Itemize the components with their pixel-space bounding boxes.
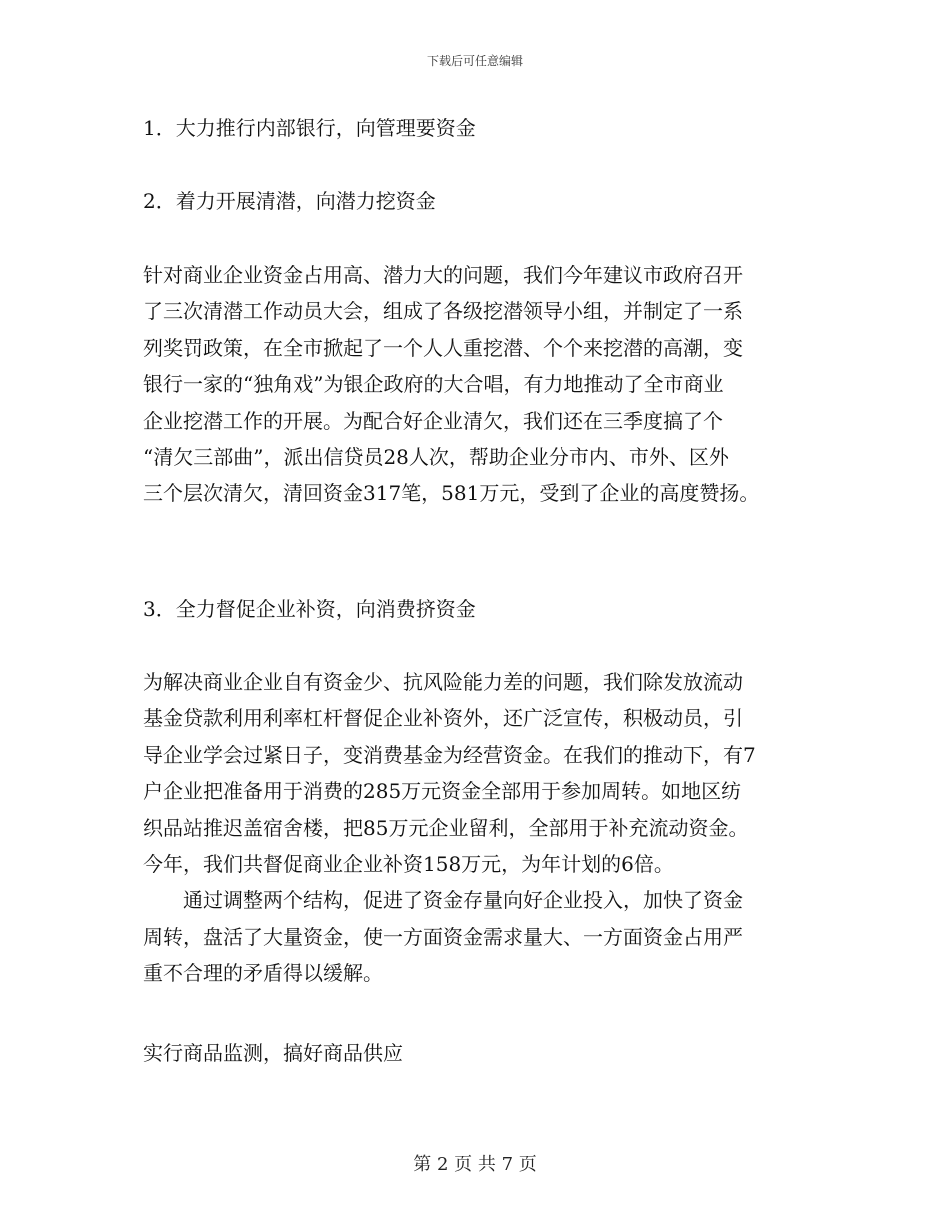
paragraph-line: 周转，盘活了大量资金，使一方面资金需求量大、一方面资金占用严 [143, 924, 743, 949]
paragraph-line: 织品站推迟盖宿舍楼，把85万元企业留利，全部用于补充流动资金。 [143, 815, 749, 840]
paragraph-line: 列奖罚政策，在全市掀起了一个人人重挖潜、个个来挖潜的高潮，变 [143, 335, 743, 360]
paragraph-line: 通过调整两个结构，促进了资金存量向好企业投入，加快了资金 [143, 888, 743, 913]
page-header-note: 下载后可任意编辑 [426, 54, 523, 68]
paragraph-line: 重不合理的矛盾得以缓解。 [143, 961, 383, 986]
paragraph-line: 为解决商业企业自有资金少、抗风险能力差的问题，我们除发放流动 [143, 670, 743, 694]
section-heading-4: 实行商品监测，搞好商品供应 [143, 1041, 403, 1065]
paragraph-1 [143, 257, 815, 512]
paragraph-line: “清欠三部曲”，派出信贷员28人次，帮助企业分市内、市外、区外 [143, 444, 729, 469]
paragraph-line: 基金贷款利用利率杠杆督促企业补资外，还广泛宣传，积极动员，引 [143, 706, 743, 731]
section-heading-1: 1．大力推行内部银行，向管理要资金 [143, 116, 476, 140]
section-heading-2: 2．着力开展清潜，向潜力挖资金 [143, 189, 436, 213]
paragraph-line: 三个层次清欠，清回资金317笔，581万元，受到了企业的高度赞扬。 [143, 481, 760, 506]
paragraph-2 [143, 664, 815, 992]
paragraph-line: 银行一家的“独角戏”为银企政府的大合唱，有力地推动了全市商业 [143, 372, 724, 397]
paragraph-line: 企业挖潜工作的开展。为配合好企业清欠，我们还在三季度搞了个 [143, 408, 723, 433]
paragraph-line: 了三次清潜工作动员大会，组成了各级挖潜领导小组，并制定了一系 [143, 299, 743, 324]
page-number-footer: 第 2 页 共 7 页 [413, 1154, 537, 1175]
paragraph-line: 户企业把准备用于消费的285万元资金全部用于参加周转。如地区纺 [143, 779, 742, 804]
section-heading-3: 3．全力督促企业补资，向消费挤资金 [143, 597, 476, 621]
paragraph-line: 导企业学会过紧日子，变消费基金为经营资金。在我们的推动下，有7 [143, 742, 756, 767]
paragraph-line: 今年，我们共督促商业企业补资158万元，为年计划的6倍。 [143, 851, 674, 876]
paragraph-line: 针对商业企业资金占用高、潜力大的问题，我们今年建议市政府召开 [143, 263, 743, 287]
